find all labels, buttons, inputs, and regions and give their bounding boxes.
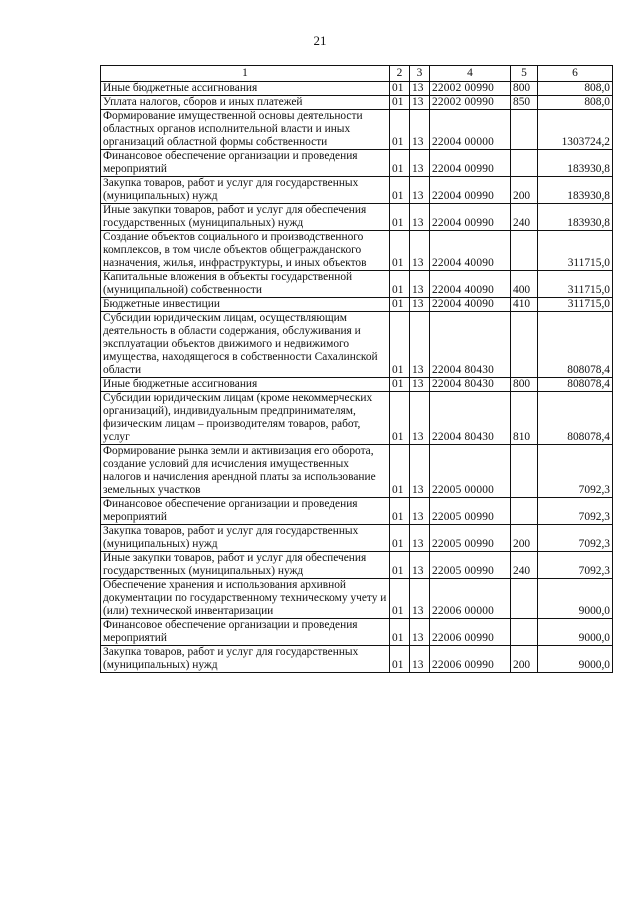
cell-expense-type (511, 231, 538, 271)
table-row (101, 150, 613, 177)
cell-expense-type: 850 (511, 96, 538, 110)
table-row (101, 392, 613, 445)
cell-section: 01 (390, 231, 410, 271)
cell-target-article: 22005 00990 (430, 498, 511, 525)
cell-subsection: 13 (410, 150, 430, 177)
budget-table (100, 65, 613, 673)
cell-expense-type: 810 (511, 392, 538, 445)
cell-name: Бюджетные инвестиции (101, 298, 390, 312)
cell-section: 01 (390, 392, 410, 445)
table-row (101, 312, 613, 378)
cell-section: 01 (390, 204, 410, 231)
cell-expense-type: 800 (511, 82, 538, 96)
table-row (101, 177, 613, 204)
cell-amount: 9000,0 (538, 646, 613, 673)
table-row (101, 498, 613, 525)
cell-subsection: 13 (410, 646, 430, 673)
cell-amount: 311715,0 (538, 231, 613, 271)
cell-subsection: 13 (410, 312, 430, 378)
cell-target-article: 22006 00990 (430, 646, 511, 673)
header-col-expense-type: 5 (511, 66, 538, 82)
cell-subsection: 13 (410, 619, 430, 646)
cell-name: Иные бюджетные ассигнования (101, 82, 390, 96)
cell-subsection: 13 (410, 552, 430, 579)
cell-expense-type: 200 (511, 525, 538, 552)
cell-subsection: 13 (410, 498, 430, 525)
cell-amount: 9000,0 (538, 579, 613, 619)
cell-name: Субсидии юридическим лицам, осуществляющим деятельность в области содержания, обслуживания и эксплуатации объектов движимого и недвижимого имущества, находящегося в собственности Сахалинской области (101, 312, 390, 378)
cell-amount: 183930,8 (538, 177, 613, 204)
cell-target-article: 22004 80430 (430, 392, 511, 445)
cell-target-article: 22005 00990 (430, 552, 511, 579)
table-row (101, 579, 613, 619)
cell-expense-type (511, 498, 538, 525)
cell-expense-type (511, 312, 538, 378)
cell-amount: 1303724,2 (538, 110, 613, 150)
table-row (101, 204, 613, 231)
cell-subsection: 13 (410, 177, 430, 204)
cell-section: 01 (390, 298, 410, 312)
cell-subsection: 13 (410, 231, 430, 271)
cell-amount: 7092,3 (538, 552, 613, 579)
cell-name: Обеспечение хранения и использования архивной документации по государственному техническому учету и (или) технической инвентаризации (101, 579, 390, 619)
cell-amount: 9000,0 (538, 619, 613, 646)
cell-subsection: 13 (410, 96, 430, 110)
table-row (101, 619, 613, 646)
cell-name: Финансовое обеспечение организации и проведения мероприятий (101, 150, 390, 177)
cell-section: 01 (390, 378, 410, 392)
cell-expense-type: 400 (511, 271, 538, 298)
cell-name: Финансовое обеспечение организации и проведения мероприятий (101, 619, 390, 646)
table-header (101, 66, 613, 82)
cell-subsection: 13 (410, 82, 430, 96)
cell-target-article: 22004 40090 (430, 231, 511, 271)
cell-amount: 183930,8 (538, 204, 613, 231)
cell-target-article: 22004 40090 (430, 298, 511, 312)
cell-name: Формирование имущественной основы деятельности областных органов исполнительной власти и иных организаций областной формы собственности (101, 110, 390, 150)
cell-name: Уплата налогов, сборов и иных платежей (101, 96, 390, 110)
header-col-amount: 6 (538, 66, 613, 82)
cell-section: 01 (390, 110, 410, 150)
cell-section: 01 (390, 312, 410, 378)
cell-amount: 808,0 (538, 96, 613, 110)
cell-expense-type (511, 445, 538, 498)
header-col-subsection: 3 (410, 66, 430, 82)
cell-target-article: 22004 00990 (430, 204, 511, 231)
table-row (101, 525, 613, 552)
cell-target-article: 22006 00990 (430, 619, 511, 646)
cell-expense-type (511, 150, 538, 177)
table-row (101, 231, 613, 271)
cell-subsection: 13 (410, 378, 430, 392)
cell-expense-type (511, 110, 538, 150)
cell-target-article: 22005 00000 (430, 445, 511, 498)
cell-expense-type: 800 (511, 378, 538, 392)
cell-section: 01 (390, 619, 410, 646)
cell-target-article: 22004 00990 (430, 150, 511, 177)
cell-target-article: 22004 80430 (430, 378, 511, 392)
cell-name: Иные закупки товаров, работ и услуг для обеспечения государственных (муниципальных) нужд (101, 204, 390, 231)
cell-expense-type (511, 579, 538, 619)
table-row (101, 646, 613, 673)
cell-amount: 808078,4 (538, 378, 613, 392)
cell-section: 01 (390, 646, 410, 673)
cell-subsection: 13 (410, 445, 430, 498)
cell-name: Иные закупки товаров, работ и услуг для обеспечения государственных (муниципальных) нужд (101, 552, 390, 579)
table-row (101, 110, 613, 150)
table-row (101, 378, 613, 392)
table-row (101, 271, 613, 298)
cell-section: 01 (390, 579, 410, 619)
cell-expense-type: 410 (511, 298, 538, 312)
cell-amount: 7092,3 (538, 498, 613, 525)
cell-name: Закупка товаров, работ и услуг для государственных (муниципальных) нужд (101, 177, 390, 204)
table-row (101, 445, 613, 498)
cell-subsection: 13 (410, 525, 430, 552)
cell-subsection: 13 (410, 271, 430, 298)
cell-amount: 183930,8 (538, 150, 613, 177)
table-row (101, 96, 613, 110)
cell-name: Финансовое обеспечение организации и проведения мероприятий (101, 498, 390, 525)
cell-name: Иные бюджетные ассигнования (101, 378, 390, 392)
cell-amount: 311715,0 (538, 271, 613, 298)
cell-subsection: 13 (410, 579, 430, 619)
header-row (101, 66, 613, 82)
cell-expense-type: 240 (511, 552, 538, 579)
cell-expense-type: 240 (511, 204, 538, 231)
cell-section: 01 (390, 177, 410, 204)
header-col-section: 2 (390, 66, 410, 82)
cell-amount: 7092,3 (538, 525, 613, 552)
cell-expense-type: 200 (511, 177, 538, 204)
cell-target-article: 22004 00000 (430, 110, 511, 150)
cell-expense-type: 200 (511, 646, 538, 673)
header-col-target-article: 4 (430, 66, 511, 82)
cell-subsection: 13 (410, 298, 430, 312)
page-number: 21 (313, 33, 327, 48)
cell-target-article: 22004 80430 (430, 312, 511, 378)
cell-subsection: 13 (410, 392, 430, 445)
cell-section: 01 (390, 445, 410, 498)
cell-subsection: 13 (410, 110, 430, 150)
cell-name: Формирование рынка земли и активизация его оборота, создание условий для исчисления имущественных налогов и начисления арендной платы за использование земельных участков (101, 445, 390, 498)
cell-amount: 311715,0 (538, 298, 613, 312)
cell-target-article: 22006 00000 (430, 579, 511, 619)
cell-target-article: 22004 00990 (430, 177, 511, 204)
cell-expense-type (511, 619, 538, 646)
cell-name: Закупка товаров, работ и услуг для государственных (муниципальных) нужд (101, 646, 390, 673)
cell-target-article: 22004 40090 (430, 271, 511, 298)
cell-section: 01 (390, 271, 410, 298)
cell-name: Субсидии юридическим лицам (кроме некоммерческих организаций), индивидуальным предпринимателям, физическим лицам – производителям товаров, работ, услуг (101, 392, 390, 445)
cell-section: 01 (390, 498, 410, 525)
cell-subsection: 13 (410, 204, 430, 231)
cell-name: Капитальные вложения в объекты государственной (муниципальной) собственности (101, 271, 390, 298)
table-row (101, 298, 613, 312)
cell-amount: 7092,3 (538, 445, 613, 498)
cell-target-article: 22005 00990 (430, 525, 511, 552)
cell-section: 01 (390, 552, 410, 579)
cell-amount: 808078,4 (538, 392, 613, 445)
table-row (101, 552, 613, 579)
cell-amount: 808078,4 (538, 312, 613, 378)
table-body (101, 82, 613, 673)
cell-name: Создание объектов социального и производственного комплексов, в том числе объектов общегражданского назначения, жилья, инфраструктуры, и иных объектов (101, 231, 390, 271)
header-col-name: 1 (101, 66, 390, 82)
cell-target-article: 22002 00990 (430, 96, 511, 110)
cell-amount: 808,0 (538, 82, 613, 96)
table-row (101, 82, 613, 96)
cell-target-article: 22002 00990 (430, 82, 511, 96)
cell-name: Закупка товаров, работ и услуг для государственных (муниципальных) нужд (101, 525, 390, 552)
cell-section: 01 (390, 525, 410, 552)
cell-section: 01 (390, 82, 410, 96)
cell-section: 01 (390, 150, 410, 177)
cell-section: 01 (390, 96, 410, 110)
